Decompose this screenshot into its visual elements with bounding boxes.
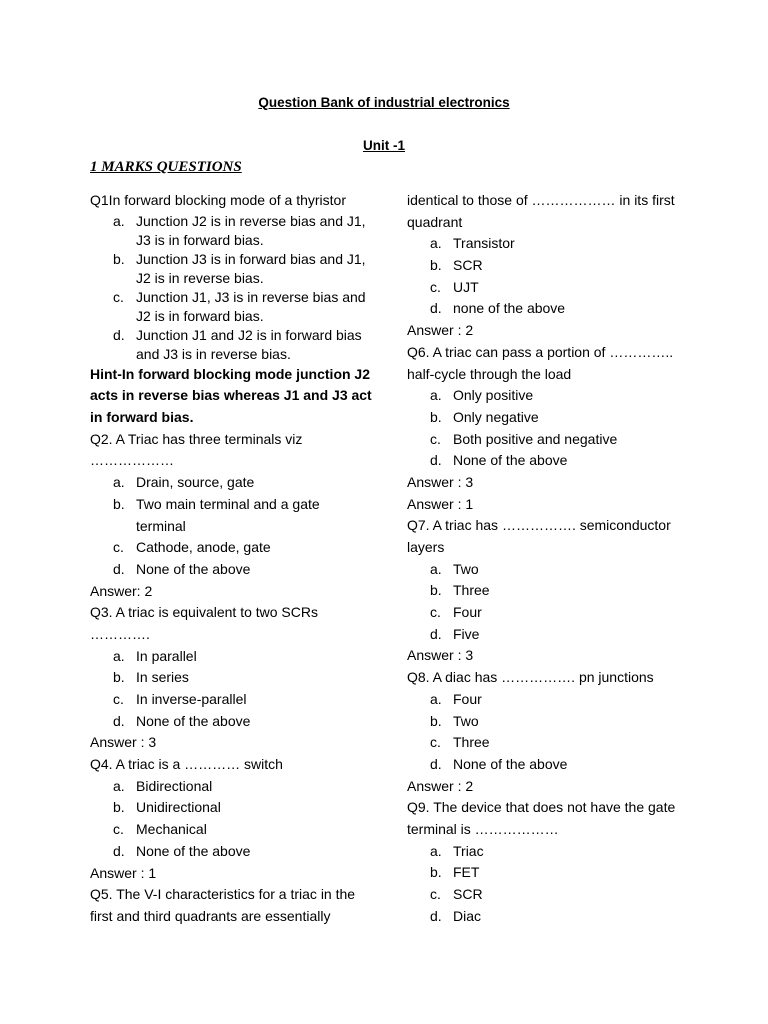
option-marker: c. [113,288,124,305]
option-text [453,559,479,581]
option-text [136,819,207,841]
option-item [407,602,747,624]
option-marker: d. [113,842,125,859]
option-text [136,797,221,819]
option-marker: b. [113,799,125,816]
option-marker: c. [430,430,441,447]
option-marker: d. [430,452,442,469]
option-text [136,537,271,559]
option-text [136,212,366,250]
option-text-line: Two main terminal and a gate [136,495,320,512]
option-item [407,255,747,277]
option-marker: b. [113,669,125,686]
option-marker: c. [113,691,124,707]
section-heading: 1 MARKS QUESTIONS [90,159,242,175]
option-item [407,559,747,581]
option-item [90,250,390,288]
option-marker: a. [430,560,442,577]
question-stem-line: Q7. A triac has ……………. semiconductor [407,517,671,534]
hint-line: in forward bias. [90,409,194,426]
option-item [90,646,390,668]
option-item [90,841,390,863]
question-stem-line: Q9. The device that does not have the gate [407,799,676,816]
option-text-line: Both positive and negative [453,430,618,447]
option-text-line: Bidirectional [136,777,213,794]
answer-line: Answer : 3 [407,473,474,490]
question-stem-line: half-cycle through the load [407,365,572,382]
option-text [136,667,189,689]
option-marker: c. [113,539,124,556]
option-text-line: None of the above [136,560,251,577]
option-text-line: Transistor [453,235,515,252]
option-text-line: Junction J1, J3 is in reverse bias and [136,288,366,305]
option-item [90,472,390,494]
option-item [90,559,390,581]
question-stem-line: Q8. A diac has ……………. pn junctions [407,669,654,686]
option-item [407,233,747,255]
option-text-line: J2 is in forward bias. [136,307,264,324]
answer-line: Answer : 1 [90,864,157,881]
option-item [90,288,390,326]
option-text-line: Five [453,625,480,642]
question-stem-line: identical to those of ……………… in its first [407,192,675,208]
option-marker: b. [430,712,442,729]
answer-line: Answer : 2 [407,777,474,794]
question-stem-line: first and third quadrants are essentially [90,907,331,924]
option-text-line: Only negative [453,408,539,425]
option-text-line: Three [453,734,490,751]
option-item [90,797,390,819]
hint-line: acts in reverse bias whereas J1 and J3 act [90,387,372,404]
option-item [407,580,747,602]
option-text [453,884,483,906]
question-stem-line: Q5. The V-I characteristics for a triac in the [90,886,356,903]
option-marker: d. [430,907,442,924]
option-text [453,862,479,884]
option-marker: c. [430,604,441,621]
option-item [90,212,390,250]
option-marker: a. [113,777,125,794]
option-text-line: None of the above [136,842,251,859]
option-text [453,298,565,320]
option-text [453,255,483,277]
answer-line: Answer : 1 [407,495,474,512]
option-item [407,884,747,906]
option-list [90,212,390,364]
option-text-line: terminal [136,517,186,534]
option-item [407,906,747,928]
option-text [453,841,484,863]
option-text [453,624,479,646]
option-marker: b. [430,257,442,274]
option-marker: d. [113,326,125,343]
option-text [453,732,490,754]
option-text [136,494,320,537]
option-text [453,277,479,299]
option-item [407,732,747,754]
hint-line: Hint-In forward blocking mode junction J2 [90,365,371,382]
option-text-line: SCR [453,257,483,274]
option-text-line: Mechanical [136,821,207,838]
option-text-line: Junction J1 and J2 is in forward bias [136,326,362,343]
option-text-line: None of the above [453,452,568,469]
option-text-line: Only positive [453,387,534,404]
right-column [407,190,747,927]
question-stem-line: Q6. A triac can pass a portion of ………….. [407,343,674,360]
option-marker: d. [113,560,125,577]
option-text [453,602,482,624]
option-text-line: Triac [453,842,484,859]
option-text-line: In inverse-parallel [136,691,247,707]
option-item [407,450,747,472]
option-text-line: J3 is in forward bias. [136,231,264,248]
left-column [90,190,390,928]
option-item [407,277,747,299]
option-text [453,233,515,255]
option-text [136,559,250,581]
option-text-line: None of the above [453,755,568,772]
option-item [407,862,747,884]
option-item [407,711,747,733]
option-text-line: Three [453,582,490,599]
option-text-line: UJT [453,278,479,295]
option-item [407,385,747,407]
unit-heading: Unit -1 [363,138,405,153]
question-stem-line: Q2. A Triac has three terminals viz [90,430,303,447]
option-marker: c. [430,886,441,902]
option-text [136,689,247,711]
option-text [453,407,539,429]
option-text-line: Junction J2 is in reverse bias and J1, [136,212,366,229]
option-item [90,711,390,733]
answer-line: Answer : 2 [407,322,474,339]
option-item [90,776,390,798]
option-text-line: Junction J3 is in forward bias and J1, [136,250,366,267]
option-marker: a. [430,235,442,252]
option-text-line: SCR [453,886,483,902]
option-text-line: none of the above [453,300,566,317]
option-text [453,754,567,776]
option-text-line: and J3 is in reverse bias. [136,345,291,362]
option-item [90,537,390,559]
option-item [90,326,390,364]
option-text [136,776,212,798]
option-marker: d. [113,712,125,729]
option-item [90,689,390,711]
page-title: Question Bank of industrial electronics [258,95,510,110]
option-text [136,711,250,733]
option-text-line: Two [453,712,479,729]
option-marker: b. [113,495,125,512]
option-marker: a. [430,842,442,859]
option-item [90,494,390,537]
question-stem-line: Q4. A triac is a ………… switch [90,756,283,773]
option-item [407,429,747,451]
option-marker: c. [430,734,441,751]
option-text [136,841,250,863]
option-text [136,288,366,326]
question-stem-line: Q3. A triac is equivalent to two SCRs [90,604,318,621]
option-marker: c. [430,278,441,295]
option-text [453,385,533,407]
option-item [90,667,390,689]
option-item [407,407,747,429]
option-text-line: Four [453,690,482,707]
option-text [136,472,254,494]
option-item [407,754,747,776]
option-text-line: J2 is in reverse bias. [136,269,264,286]
option-text [453,906,481,928]
option-marker: b. [430,864,442,881]
option-item [407,624,747,646]
question-stem-line: …………. [90,625,150,642]
option-item [407,298,747,320]
question-stem-line: ……………… [90,452,174,469]
option-marker: a. [113,474,125,491]
option-text [136,250,366,288]
question-stem-line: layers [407,539,445,555]
option-marker: c. [113,821,124,838]
answer-line: Answer : 3 [407,647,474,664]
option-marker: b. [430,408,442,425]
option-text [453,711,479,733]
option-marker: b. [430,582,442,599]
option-text [453,580,490,602]
option-item [407,841,747,863]
option-marker: d. [430,625,442,642]
question-stem-line: quadrant [407,213,463,230]
option-text-line: FET [453,864,480,881]
option-text-line: In parallel [136,647,197,664]
option-text-line: Four [453,604,482,621]
option-text-line: Cathode, anode, gate [136,539,271,556]
option-text [136,326,362,364]
option-text-line: Drain, source, gate [136,474,255,491]
answer-line: Answer: 2 [90,582,153,599]
option-item [90,819,390,841]
answer-line: Answer : 3 [90,734,157,751]
option-text-line: None of the above [136,712,251,729]
option-text-line: Two [453,560,479,577]
option-marker: a. [430,690,442,707]
option-text [453,450,567,472]
option-text-line: Unidirectional [136,799,221,816]
option-item [407,689,747,711]
option-text [453,689,482,711]
option-marker: d. [430,300,442,317]
option-text-line: Diac [453,907,482,924]
option-marker: d. [430,755,442,772]
option-marker: a. [113,212,125,229]
option-text [453,429,617,451]
option-marker: b. [113,250,125,267]
question-stem-line: terminal is ……………… [407,820,559,837]
option-text-line: In series [136,669,189,686]
option-marker: a. [430,387,442,404]
question-stem-line: Q1In forward blocking mode of a thyristor [90,192,347,208]
option-marker: a. [113,647,125,664]
option-text [136,646,197,668]
